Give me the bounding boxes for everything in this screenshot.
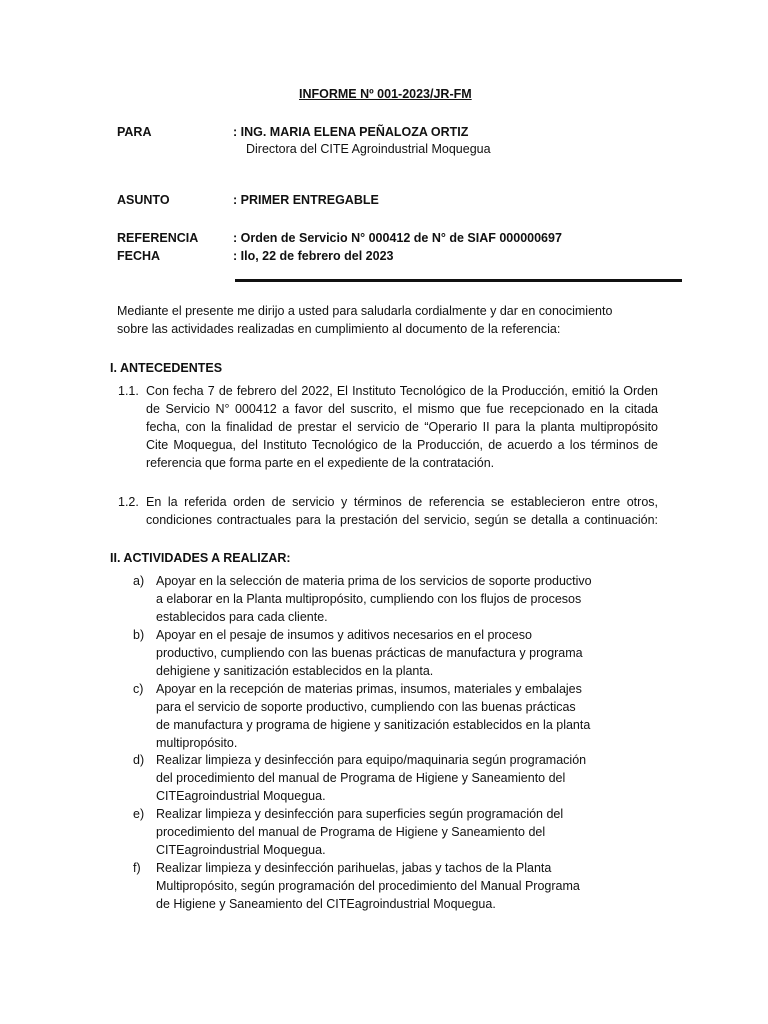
list-item-line: multipropósito. — [156, 736, 238, 750]
section-heading-antecedentes: I. ANTECEDENTES — [110, 361, 223, 375]
paragraph-line: condiciones contractuales para la prestación del servicio, según se detalla a continuación: — [146, 513, 658, 527]
list-item-line: procedimiento del manual de Programa de Higiene y Saneamiento del — [156, 825, 546, 839]
list-item-line: Apoyar en la selección de materia prima de los servicios de soporte productivo — [156, 574, 592, 588]
referencia-value: : Orden de Servicio N° 000412 de N° de SIAF 000000697 — [233, 231, 562, 245]
list-item-line: Realizar limpieza y desinfección para superficies según programación del — [156, 807, 564, 821]
fecha-value: : Ilo, 22 de febrero del 2023 — [233, 249, 394, 263]
list-item-line: Multipropósito, según programación del procedimiento del Manual Programa — [156, 879, 580, 893]
list-item-line: dehigiene y sanitización establecidos en la planta. — [156, 664, 434, 678]
list-marker: f) — [133, 861, 141, 875]
list-marker: e) — [133, 807, 145, 821]
list-item-line: a elaborar en la Planta multipropósito, cumpliendo con los flujos de procesos — [156, 592, 582, 606]
intro-line: Mediante el presente me dirijo a usted para saludarla cordialmente y dar en conocimiento — [117, 304, 613, 318]
list-item-line: Realizar limpieza y desinfección para equipo/maquinaria según programación — [156, 753, 587, 767]
para-subtitle: Directora del CITE Agroindustrial Moquegua — [246, 142, 491, 156]
list-item-line: del procedimiento del manual de Programa de Higiene y Saneamiento del — [156, 771, 566, 785]
list-item-line: productivo, cumpliendo con las buenas prácticas de manufactura y programa — [156, 646, 583, 660]
para-value: : ING. MARIA ELENA PEÑALOZA ORTIZ — [233, 125, 469, 139]
asunto-value: : PRIMER ENTREGABLE — [233, 193, 379, 207]
paragraph-line: En la referida orden de servicio y términos de referencia se establecieron entre otros, — [146, 495, 658, 509]
list-marker: d) — [133, 753, 145, 767]
paragraph-line: referencia que forma parte en el expediente de la contratación. — [146, 456, 495, 470]
item-number: 1.1. — [118, 384, 139, 398]
list-item-line: Realizar limpieza y desinfección parihuelas, jabas y tachos de la Planta — [156, 861, 552, 875]
paragraph-line: fecha, con la finalidad de prestar el servicio de “Operario II para la planta multipropósito — [146, 420, 658, 434]
referencia-label: REFERENCIA — [117, 231, 199, 245]
fecha-label: FECHA — [117, 249, 161, 263]
list-item-line: para el servicio de soporte productivo, cumpliendo con las buenas prácticas — [156, 700, 576, 714]
list-item-line: CITEagroindustrial Moquegua. — [156, 843, 326, 857]
document-title: INFORME Nº 001-2023/JR-FM — [299, 87, 472, 101]
list-marker: c) — [133, 682, 144, 696]
list-item-line: Apoyar en la recepción de materias primas, insumos, materiales y embalajes — [156, 682, 582, 696]
item-number: 1.2. — [118, 495, 139, 509]
list-item-line: de manufactura y programa de higiene y sanitización establecidos en la planta — [156, 718, 591, 732]
paragraph-line: Con fecha 7 de febrero del 2022, El Instituto Tecnológico de la Producción, emitió la Orden — [146, 384, 658, 398]
list-marker: b) — [133, 628, 145, 642]
header-divider — [235, 279, 682, 282]
list-item-line: Apoyar en el pesaje de insumos y aditivos necesarios en el proceso — [156, 628, 532, 642]
section-heading-actividades: II. ACTIVIDADES A REALIZAR: — [110, 551, 291, 565]
paragraph-line: de Servicio N° 000412 a favor del suscrito, el mismo que fue recepcionado en la citada — [146, 402, 658, 416]
list-marker: a) — [133, 574, 145, 588]
para-label: PARA — [117, 125, 152, 139]
asunto-label: ASUNTO — [117, 193, 170, 207]
list-item-line: establecidos para cada cliente. — [156, 610, 328, 624]
list-item-line: CITEagroindustrial Moquegua. — [156, 789, 326, 803]
list-item-line: de Higiene y Saneamiento del CITEagroindustrial Moquegua. — [156, 897, 496, 911]
paragraph-line: Cite Moquegua, del Instituto Tecnológico de la Producción, de acuerdo a los términos de — [146, 438, 658, 452]
intro-line: sobre las actividades realizadas en cumplimiento al documento de la referencia: — [117, 322, 561, 336]
